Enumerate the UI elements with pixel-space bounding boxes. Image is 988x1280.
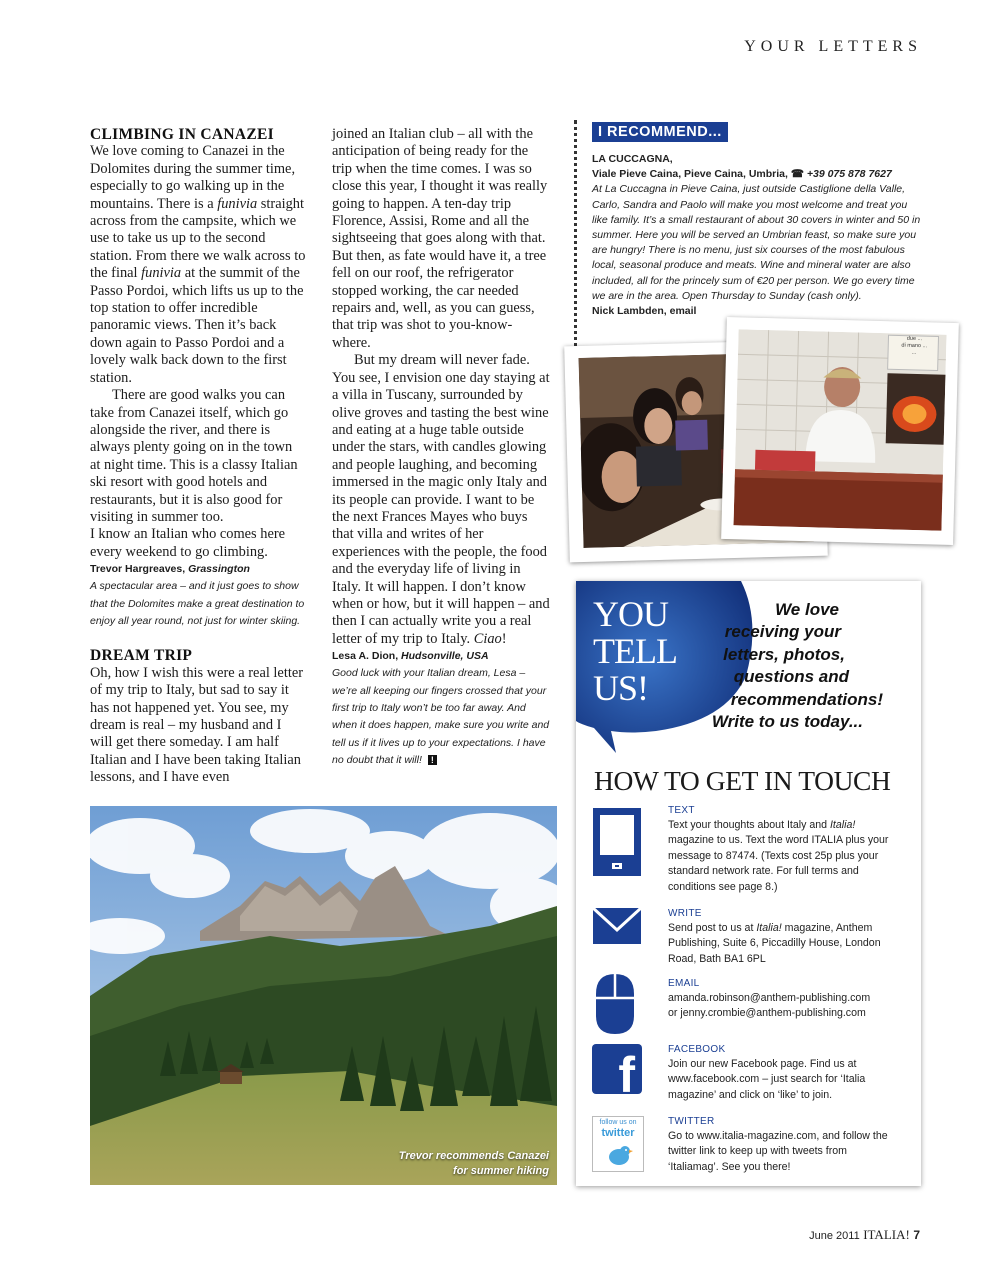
twitter-bird-icon	[605, 1143, 633, 1167]
you-tell-us-heading: YOU TELL US!	[593, 594, 677, 708]
email-label: EMAIL	[668, 978, 700, 989]
phone-icon: ☎	[790, 168, 804, 181]
twitter-instructions: Go to www.italia-magazine.com, and follow the twitter link to keep up with tweets from ‘Italiamag’. See you there!	[668, 1130, 888, 1173]
promo-text: We love receiving your letters, photos, questions and recommendations! Write to us today...	[711, 600, 883, 732]
letter-paragraph: I know an Italian who comes here every weekend to go climbing.	[90, 526, 286, 560]
email-link[interactable]: amanda.robinson@anthem-publishing.com	[668, 992, 871, 1004]
dotted-divider	[574, 120, 577, 360]
recommendation-text	[592, 152, 922, 319]
twitter-badge-text: follow us on	[599, 1119, 637, 1126]
letter-paragraph: There are good walks you can take from Canazei itself, which go alongside the river, and there is always plenty going on in the town at night time. This is a classy Italian ski resort with good hotels and restaurants, but it is also good for visiting in summer too.	[90, 387, 298, 525]
facebook-glyph: f	[618, 1047, 635, 1094]
chef-image	[733, 329, 946, 530]
envelope-icon	[592, 906, 642, 946]
email-link[interactable]: or jenny.crombie@anthem-publishing.com	[668, 1007, 866, 1020]
email-addresses	[668, 991, 900, 1022]
mobile-phone-icon	[592, 807, 642, 877]
editor-note: A spectacular area – and it just goes to show that the Dolomites make a great destination to enjoy all year round, not just for winter skiing.	[90, 580, 305, 627]
letter-dream-column	[332, 126, 550, 770]
letter-paragraph: Oh, how I wish this were a real letter of my trip to Italy, but sad to say it has not happened yet. You see, my dream is real – my husband and I will get there someday. I am half Italian and I have been taking Italian lessons, and I have even	[90, 664, 303, 786]
photo-caption: Trevor recommends Canazei for summer hiking	[398, 1150, 549, 1177]
end-mark-icon: !	[428, 755, 437, 765]
letter-signature: Lesa A. Dion, Hudsonville, USA	[332, 650, 489, 663]
issue-date: June 2011	[809, 1230, 860, 1242]
editor-note: Good luck with your Italian dream, Lesa – we’re all keeping our fingers crossed that your first trip to Italy won’t be too far away. And when it does happen, make sure you write and tell us if it lives up to your expectations. I have no doubt that it will! !	[332, 667, 550, 767]
text-label: TEXT	[668, 805, 695, 816]
write-label: WRITE	[668, 908, 702, 919]
page-footer	[809, 1227, 920, 1243]
letter-signature: Trevor Hargreaves, Grassington	[90, 563, 250, 576]
letter-climbing-column	[90, 126, 306, 787]
letter-title: DREAM TRIP	[90, 647, 193, 665]
facebook-icon[interactable]	[592, 1044, 642, 1094]
restaurant-address: Viale Pieve Caina, Pieve Caina, Umbria, ☎ +39 075 878 7627	[592, 168, 892, 181]
restaurant-name: LA CUCCAGNA,	[592, 153, 673, 165]
computer-mouse-icon	[592, 972, 638, 1036]
restaurant-chef-photo	[721, 317, 959, 545]
postal-address: Send post to us at Italia! magazine, Anthem Publishing, Suite 6, Piccadilly House, London Road, Bath BA1 6PL	[668, 922, 881, 965]
twitter-follow-badge[interactable]	[592, 1116, 644, 1172]
text-instructions: Text your thoughts about Italy and Italia! magazine to us. Text the word ITALIA plus your message to 87474. (Texts cost 25p plus your standard network rate. For full terms and conditions see page 8.)	[668, 819, 889, 893]
recommend-tag: I RECOMMEND...	[592, 122, 728, 142]
facebook-label: FACEBOOK	[668, 1044, 726, 1055]
publication-name: ITALIA!	[863, 1227, 910, 1242]
letter-paragraph: But my dream will never fade. You see, I envision one day staying at a villa in Tuscany, surrounded by olive groves and tasting the best wine and eating at a huge table outside under the stars, with candles glowing and people laughing, and becoming immersed in the magic only Italy and its people can provide. I want to be the next Frances Mayes who buys that villa and writes of her experiences with the people, the food and the everyday life of living in Italy. It will happen. I don’t know when or how, but it will happen – and then I can actually write you a real letter of my trip to Italy. Ciao!	[332, 352, 550, 647]
mountain-landscape-image	[90, 806, 557, 1185]
recommend-author: Nick Lambden, email	[592, 305, 697, 318]
letter-paragraph: joined an Italian club – all with the anticipation of being ready for the trip when the time comes. I was so close this year, I thought it was really going to happen. A ten-day trip Florence, Assisi, Rome and all the sightseeing that goes along with that. But then, as fate would have it, a tree fell on our roof, the refrigerator stopped working, the car needed repairs and, well, as you can guess, that trip was shot to you-know-where.	[332, 126, 548, 351]
facebook-instructions: Join our new Facebook page. Find us at www.facebook.com – just search for ‘Italia magazine’ and click on ‘like’ to join.	[668, 1058, 866, 1101]
section-header: YOUR LETTERS	[744, 38, 922, 55]
letter-title: CLIMBING IN CANAZEI	[90, 126, 274, 143]
how-to-get-in-touch-heading: HOW TO GET IN TOUCH	[594, 765, 891, 796]
twitter-brand-text: twitter	[601, 1127, 635, 1139]
twitter-label: TWITTER	[668, 1116, 715, 1127]
canazei-mountain-photo	[90, 806, 557, 1185]
recommend-body: At La Cuccagna in Pieve Caina, just outside Castiglione della Valle, Carlo, Sandra and Paolo will make you most welcome and treat you like family. It’s a small restaurant of about 30 covers in winter and 50 in summer. Here you will be served an Umbrian feast, so make sure you are hungry! There is no menu, just six courses of the most fabulous local, seasonal produce and meats. Wine and mineral water are also included, all for the princely sum of €20 per person. We go every time we are in the area. Open Thursday to Sunday (cash only).	[592, 183, 921, 302]
page-number: 7	[913, 1228, 920, 1242]
letter-paragraph: We love coming to Canazei in the Dolomites during the summer time, especially to go walking up in the mountains. There is a funivia straight across from the campsite, which we use to take us up to the second station. From there we walk across to the final funivia at the summit of the Passo Pordoi, which lifts us up to the top station to offer incredible panoramic views. Then it’s back down again to Passo Pordoi and a lovely walk back down to the first station.	[90, 143, 306, 386]
restaurant-sign: due ... di mano ... ...	[901, 335, 928, 356]
